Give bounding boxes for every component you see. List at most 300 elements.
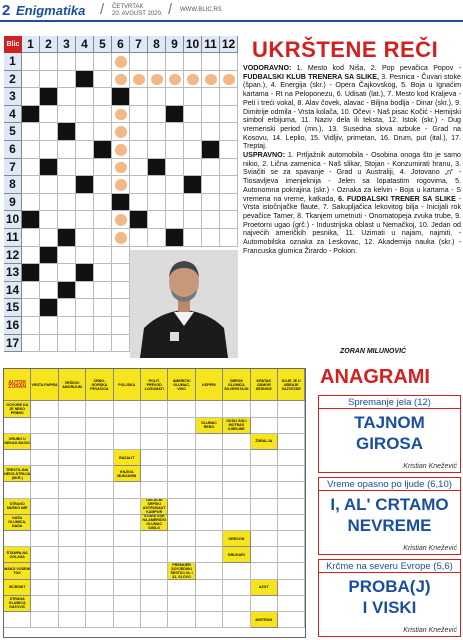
- grid-cell[interactable]: [148, 53, 166, 71]
- grid-cell[interactable]: [31, 563, 58, 579]
- grid-cell[interactable]: [223, 434, 250, 450]
- grid-cell[interactable]: [202, 53, 220, 71]
- grid-cell[interactable]: [31, 482, 58, 498]
- grid-cell[interactable]: [196, 466, 223, 482]
- grid-cell[interactable]: [114, 580, 141, 596]
- grid-cell[interactable]: [76, 335, 94, 353]
- grid-cell[interactable]: [278, 401, 305, 417]
- grid-cell[interactable]: [86, 580, 113, 596]
- grid-cell[interactable]: [278, 612, 305, 628]
- grid-cell[interactable]: [22, 106, 40, 124]
- puzzle-title: UKRŠTENE REČI: [252, 37, 439, 62]
- grid-cell[interactable]: [251, 596, 278, 612]
- grid-cell[interactable]: [220, 229, 238, 247]
- grid-cell[interactable]: [58, 106, 76, 124]
- grid-cell[interactable]: [31, 596, 58, 612]
- grid-cell[interactable]: [168, 515, 195, 531]
- grid-cell[interactable]: [148, 229, 166, 247]
- grid-cell[interactable]: [31, 547, 58, 563]
- grid-cell[interactable]: [251, 499, 278, 515]
- grid-cell[interactable]: [141, 531, 168, 547]
- grid-cell[interactable]: [40, 317, 58, 335]
- grid-cell[interactable]: [76, 159, 94, 177]
- grid-cell[interactable]: [251, 482, 278, 498]
- grid-cell[interactable]: [4, 482, 31, 498]
- grid-cell[interactable]: [202, 106, 220, 124]
- grid-cell[interactable]: [168, 482, 195, 498]
- grid-cell[interactable]: [166, 176, 184, 194]
- grid-cell[interactable]: [59, 466, 86, 482]
- grid-cell[interactable]: [168, 547, 195, 563]
- grid-cell[interactable]: [40, 229, 58, 247]
- grid-cell[interactable]: [4, 531, 31, 547]
- grid-cell[interactable]: [112, 317, 130, 335]
- top-clue: VRŠIOCI AMORIJUM: [59, 369, 86, 401]
- grid-cell[interactable]: [166, 88, 184, 106]
- grid-cell[interactable]: [94, 335, 112, 353]
- grid-cell[interactable]: [112, 264, 130, 282]
- grid-cell[interactable]: [76, 194, 94, 212]
- across-label: VODORAVNO:: [243, 64, 292, 72]
- grid-cell[interactable]: [76, 264, 94, 282]
- grid-cell[interactable]: [40, 194, 58, 212]
- grid-cell[interactable]: [223, 482, 250, 498]
- grid-cell[interactable]: [31, 401, 58, 417]
- grid-cell[interactable]: [86, 563, 113, 579]
- grid-cell[interactable]: [58, 159, 76, 177]
- grid-cell[interactable]: [94, 211, 112, 229]
- grid-cell[interactable]: [196, 563, 223, 579]
- grid-cell[interactable]: [40, 211, 58, 229]
- grid-cell[interactable]: [166, 159, 184, 177]
- grid-cell[interactable]: [4, 450, 31, 466]
- grid-cell[interactable]: [22, 335, 40, 353]
- grid-cell[interactable]: [58, 229, 76, 247]
- grid-cell[interactable]: [58, 71, 76, 89]
- grid-cell[interactable]: [22, 264, 40, 282]
- grid-cell[interactable]: [31, 418, 58, 434]
- grid-cell[interactable]: [202, 141, 220, 159]
- grid-cell[interactable]: [184, 194, 202, 212]
- grid-cell[interactable]: [166, 211, 184, 229]
- grid-cell[interactable]: [141, 612, 168, 628]
- anagrams-title: ANAGRAMI: [320, 366, 430, 388]
- grid-cell[interactable]: [76, 211, 94, 229]
- grid-cell[interactable]: [141, 401, 168, 417]
- grid-cell[interactable]: [130, 176, 148, 194]
- grid-cell[interactable]: [184, 159, 202, 177]
- top-clue: KEPERI: [196, 369, 223, 401]
- grid-cell[interactable]: [223, 499, 250, 515]
- grid-cell[interactable]: [40, 88, 58, 106]
- grid-cell[interactable]: [58, 53, 76, 71]
- grid-cell[interactable]: [148, 88, 166, 106]
- grid-cell[interactable]: [251, 531, 278, 547]
- grid-cell[interactable]: [40, 264, 58, 282]
- grid-cell[interactable]: [58, 317, 76, 335]
- grid-cell[interactable]: [22, 211, 40, 229]
- grid-cell[interactable]: [196, 612, 223, 628]
- grid-cell[interactable]: [141, 580, 168, 596]
- grid-cell[interactable]: [223, 401, 250, 417]
- grid-cell[interactable]: [251, 563, 278, 579]
- grid-cell[interactable]: [141, 418, 168, 434]
- grid-cell[interactable]: [58, 141, 76, 159]
- grid-cell[interactable]: [86, 515, 113, 531]
- grid-cell[interactable]: [278, 531, 305, 547]
- grid-cell[interactable]: [202, 211, 220, 229]
- col-number: 6: [112, 36, 130, 53]
- grid-cell[interactable]: [166, 123, 184, 141]
- grid-cell[interactable]: [114, 499, 141, 515]
- grid-cell[interactable]: [196, 434, 223, 450]
- grid-cell[interactable]: [94, 106, 112, 124]
- grid-cell[interactable]: [4, 418, 31, 434]
- grid-cell[interactable]: [86, 596, 113, 612]
- grid-cell[interactable]: [59, 531, 86, 547]
- grid-cell[interactable]: [86, 418, 113, 434]
- grid-cell[interactable]: [196, 450, 223, 466]
- grid-cell[interactable]: [59, 499, 86, 515]
- grid-cell[interactable]: [94, 299, 112, 317]
- grid-cell[interactable]: [184, 229, 202, 247]
- grid-cell[interactable]: [112, 247, 130, 265]
- grid-cell[interactable]: [114, 596, 141, 612]
- grid-cell[interactable]: [86, 466, 113, 482]
- grid-cell[interactable]: [141, 563, 168, 579]
- grid-cell[interactable]: [278, 418, 305, 434]
- grid-cell[interactable]: [278, 466, 305, 482]
- grid-cell[interactable]: [196, 499, 223, 515]
- grid-cell[interactable]: [223, 466, 250, 482]
- grid-cell[interactable]: [184, 123, 202, 141]
- grid-cell[interactable]: [59, 401, 86, 417]
- grid-cell[interactable]: [168, 466, 195, 482]
- grid-cell[interactable]: [76, 106, 94, 124]
- grid-cell[interactable]: [40, 247, 58, 265]
- grid-cell[interactable]: [220, 159, 238, 177]
- grid-cell[interactable]: [58, 194, 76, 212]
- grid-cell[interactable]: [40, 335, 58, 353]
- grid-cell[interactable]: [59, 434, 86, 450]
- grid-cell[interactable]: [114, 401, 141, 417]
- grid-cell[interactable]: [4, 612, 31, 628]
- grid-cell[interactable]: [76, 317, 94, 335]
- grid-cell[interactable]: [141, 434, 168, 450]
- grid-cell[interactable]: [166, 229, 184, 247]
- grid-cell[interactable]: [40, 282, 58, 300]
- grid-cell[interactable]: [114, 531, 141, 547]
- grid-cell[interactable]: [58, 176, 76, 194]
- grid-cell[interactable]: [59, 580, 86, 596]
- grid-cell[interactable]: [76, 299, 94, 317]
- grid-cell[interactable]: [76, 53, 94, 71]
- grid-cell[interactable]: [40, 176, 58, 194]
- grid-cell[interactable]: [220, 211, 238, 229]
- grid-cell[interactable]: [76, 282, 94, 300]
- grid-cell[interactable]: [251, 450, 278, 466]
- grid-cell[interactable]: [278, 499, 305, 515]
- grid-cell[interactable]: [184, 88, 202, 106]
- grid-cell[interactable]: [166, 194, 184, 212]
- grid-cell[interactable]: [166, 141, 184, 159]
- grid-cell[interactable]: [40, 71, 58, 89]
- grid-cell[interactable]: [220, 88, 238, 106]
- grid-cell[interactable]: [196, 401, 223, 417]
- grid-cell[interactable]: [168, 612, 195, 628]
- grid-cell[interactable]: [166, 53, 184, 71]
- grid-cell[interactable]: [223, 580, 250, 596]
- grid-cell[interactable]: [31, 450, 58, 466]
- grid-cell[interactable]: [148, 159, 166, 177]
- grid-cell[interactable]: [196, 531, 223, 547]
- grid-cell[interactable]: [278, 515, 305, 531]
- grid-cell[interactable]: [94, 88, 112, 106]
- grid-cell[interactable]: [220, 106, 238, 124]
- grid-cell[interactable]: [223, 515, 250, 531]
- grid-cell[interactable]: [112, 335, 130, 353]
- grid-cell[interactable]: [86, 531, 113, 547]
- grid-cell[interactable]: [94, 123, 112, 141]
- grid-cell[interactable]: [22, 53, 40, 71]
- grid-cell[interactable]: [22, 317, 40, 335]
- grid-cell[interactable]: [202, 123, 220, 141]
- grid-cell[interactable]: [223, 596, 250, 612]
- grid-cell[interactable]: [22, 247, 40, 265]
- grid-cell[interactable]: [130, 106, 148, 124]
- grid-cell[interactable]: [86, 401, 113, 417]
- grid-cell[interactable]: [76, 123, 94, 141]
- grid-cell[interactable]: [141, 450, 168, 466]
- grid-cell[interactable]: [148, 106, 166, 124]
- anagram-answer: PROBA(J) I VISKI: [348, 577, 431, 617]
- grid-cell[interactable]: [31, 466, 58, 482]
- grid-cell[interactable]: [58, 264, 76, 282]
- grid-cell[interactable]: [223, 612, 250, 628]
- grid-cell[interactable]: [196, 482, 223, 498]
- grid-cell[interactable]: [112, 88, 130, 106]
- grid-cell[interactable]: [40, 299, 58, 317]
- grid-cell[interactable]: [86, 434, 113, 450]
- grid-cell[interactable]: [59, 563, 86, 579]
- blic-logo: Blic: [4, 36, 22, 53]
- grid-cell[interactable]: [22, 123, 40, 141]
- grid-cell[interactable]: [94, 317, 112, 335]
- grid-cell[interactable]: [166, 106, 184, 124]
- row-number: 6: [4, 141, 22, 159]
- grid-cell[interactable]: [168, 434, 195, 450]
- highlight-circle: [115, 126, 127, 138]
- grid-cell[interactable]: [58, 211, 76, 229]
- grid-cell[interactable]: [31, 612, 58, 628]
- grid-cell[interactable]: [130, 123, 148, 141]
- grid-cell[interactable]: [196, 580, 223, 596]
- grid-cell[interactable]: [202, 229, 220, 247]
- grid-cell[interactable]: [278, 482, 305, 498]
- grid-cell[interactable]: [22, 159, 40, 177]
- grid-cell[interactable]: [86, 499, 113, 515]
- grid-cell[interactable]: [130, 53, 148, 71]
- grid-cell[interactable]: [31, 531, 58, 547]
- grid-cell[interactable]: [59, 482, 86, 498]
- grid-cell[interactable]: [148, 194, 166, 212]
- left-clue: STRAHA GLUMICA GATOVIĆ: [4, 596, 31, 612]
- grid-cell[interactable]: [278, 563, 305, 579]
- grid-cell[interactable]: [114, 612, 141, 628]
- grid-cell[interactable]: [112, 282, 130, 300]
- grid-cell[interactable]: [251, 418, 278, 434]
- grid-cell[interactable]: [94, 159, 112, 177]
- grid-cell[interactable]: [114, 482, 141, 498]
- grid-cell[interactable]: [130, 194, 148, 212]
- grid-cell[interactable]: [130, 159, 148, 177]
- highlight-circle: [115, 144, 127, 156]
- grid-cell[interactable]: [40, 141, 58, 159]
- grid-cell[interactable]: [76, 141, 94, 159]
- grid-cell[interactable]: [130, 141, 148, 159]
- grid-cell[interactable]: [40, 123, 58, 141]
- grid-cell[interactable]: [168, 401, 195, 417]
- grid-cell[interactable]: [31, 515, 58, 531]
- grid-cell[interactable]: [130, 88, 148, 106]
- grid-cell[interactable]: [220, 141, 238, 159]
- grid-cell[interactable]: [114, 515, 141, 531]
- grid-cell[interactable]: [141, 596, 168, 612]
- grid-cell[interactable]: [130, 229, 148, 247]
- grid-cell[interactable]: [168, 450, 195, 466]
- grid-cell[interactable]: [58, 335, 76, 353]
- grid-cell[interactable]: [76, 176, 94, 194]
- grid-cell[interactable]: [220, 194, 238, 212]
- grid-cell[interactable]: [220, 123, 238, 141]
- grid-cell[interactable]: [59, 596, 86, 612]
- grid-cell[interactable]: [168, 499, 195, 515]
- grid-cell[interactable]: [22, 141, 40, 159]
- grid-cell[interactable]: [22, 176, 40, 194]
- grid-cell[interactable]: [278, 580, 305, 596]
- anagram-author: Kristian Knežević: [403, 463, 457, 470]
- grid-cell[interactable]: [59, 515, 86, 531]
- grid-cell[interactable]: [22, 71, 40, 89]
- grid-cell[interactable]: [141, 547, 168, 563]
- grid-cell[interactable]: [86, 482, 113, 498]
- grid-cell[interactable]: [168, 596, 195, 612]
- grid-cell[interactable]: [141, 482, 168, 498]
- grid-cell[interactable]: [40, 53, 58, 71]
- grid-cell[interactable]: [59, 418, 86, 434]
- grid-cell[interactable]: [40, 159, 58, 177]
- grid-cell[interactable]: [22, 229, 40, 247]
- grid-cell[interactable]: [22, 282, 40, 300]
- grid-cell[interactable]: [94, 264, 112, 282]
- grid-cell[interactable]: [220, 176, 238, 194]
- grid-cell[interactable]: [22, 299, 40, 317]
- grid-cell[interactable]: [31, 499, 58, 515]
- grid-cell[interactable]: [22, 194, 40, 212]
- grid-cell[interactable]: [220, 53, 238, 71]
- grid-cell[interactable]: [59, 450, 86, 466]
- grid-cell[interactable]: [223, 563, 250, 579]
- grid-cell[interactable]: [31, 580, 58, 596]
- grid-cell[interactable]: [86, 450, 113, 466]
- grid-cell[interactable]: [202, 176, 220, 194]
- grid-cell[interactable]: [58, 247, 76, 265]
- grid-cell[interactable]: [278, 434, 305, 450]
- grid-cell[interactable]: [59, 547, 86, 563]
- inner-clue: MISTRON: [251, 612, 278, 628]
- grid-cell[interactable]: [223, 450, 250, 466]
- grid-cell[interactable]: [148, 211, 166, 229]
- grid-cell[interactable]: [184, 106, 202, 124]
- grid-cell[interactable]: [112, 299, 130, 317]
- grid-cell[interactable]: [86, 547, 113, 563]
- grid-cell[interactable]: [114, 563, 141, 579]
- grid-cell[interactable]: [202, 159, 220, 177]
- grid-cell[interactable]: [86, 612, 113, 628]
- grid-cell[interactable]: [58, 299, 76, 317]
- grid-cell[interactable]: [94, 176, 112, 194]
- grid-cell[interactable]: [58, 282, 76, 300]
- grid-cell[interactable]: [31, 434, 58, 450]
- grid-cell[interactable]: [94, 247, 112, 265]
- grid-cell[interactable]: [114, 547, 141, 563]
- grid-cell[interactable]: [94, 282, 112, 300]
- grid-cell[interactable]: [114, 434, 141, 450]
- grid-cell[interactable]: [148, 176, 166, 194]
- grid-cell[interactable]: [251, 515, 278, 531]
- grid-cell[interactable]: [94, 53, 112, 71]
- grid-cell[interactable]: [58, 123, 76, 141]
- grid-cell[interactable]: [251, 547, 278, 563]
- grid-cell[interactable]: [184, 141, 202, 159]
- grid-cell[interactable]: [76, 88, 94, 106]
- grid-cell[interactable]: [148, 141, 166, 159]
- grid-cell[interactable]: [94, 194, 112, 212]
- grid-cell[interactable]: [251, 466, 278, 482]
- grid-cell[interactable]: [202, 194, 220, 212]
- grid-cell[interactable]: [112, 194, 130, 212]
- grid-cell[interactable]: [94, 71, 112, 89]
- grid-cell[interactable]: [251, 401, 278, 417]
- grid-cell[interactable]: [196, 596, 223, 612]
- grid-cell[interactable]: [130, 211, 148, 229]
- grid-cell[interactable]: [76, 229, 94, 247]
- grid-cell[interactable]: [168, 580, 195, 596]
- grid-cell[interactable]: [114, 418, 141, 434]
- grid-cell[interactable]: [278, 547, 305, 563]
- grid-cell[interactable]: [168, 418, 195, 434]
- grid-cell[interactable]: [40, 106, 58, 124]
- grid-cell[interactable]: [148, 123, 166, 141]
- grid-cell[interactable]: [168, 531, 195, 547]
- grid-cell[interactable]: [278, 450, 305, 466]
- grid-cell[interactable]: [59, 612, 86, 628]
- grid-cell[interactable]: [196, 547, 223, 563]
- grid-cell[interactable]: [141, 466, 168, 482]
- grid-cell[interactable]: [278, 596, 305, 612]
- grid-cell[interactable]: [202, 88, 220, 106]
- grid-cell[interactable]: [22, 88, 40, 106]
- grid-cell[interactable]: [196, 515, 223, 531]
- grid-cell[interactable]: [184, 53, 202, 71]
- grid-cell[interactable]: [58, 88, 76, 106]
- grid-cell[interactable]: [76, 247, 94, 265]
- grid-cell[interactable]: [94, 141, 112, 159]
- grid-cell[interactable]: [184, 176, 202, 194]
- grid-cell[interactable]: [76, 71, 94, 89]
- grid-cell[interactable]: [184, 211, 202, 229]
- grid-cell[interactable]: [94, 229, 112, 247]
